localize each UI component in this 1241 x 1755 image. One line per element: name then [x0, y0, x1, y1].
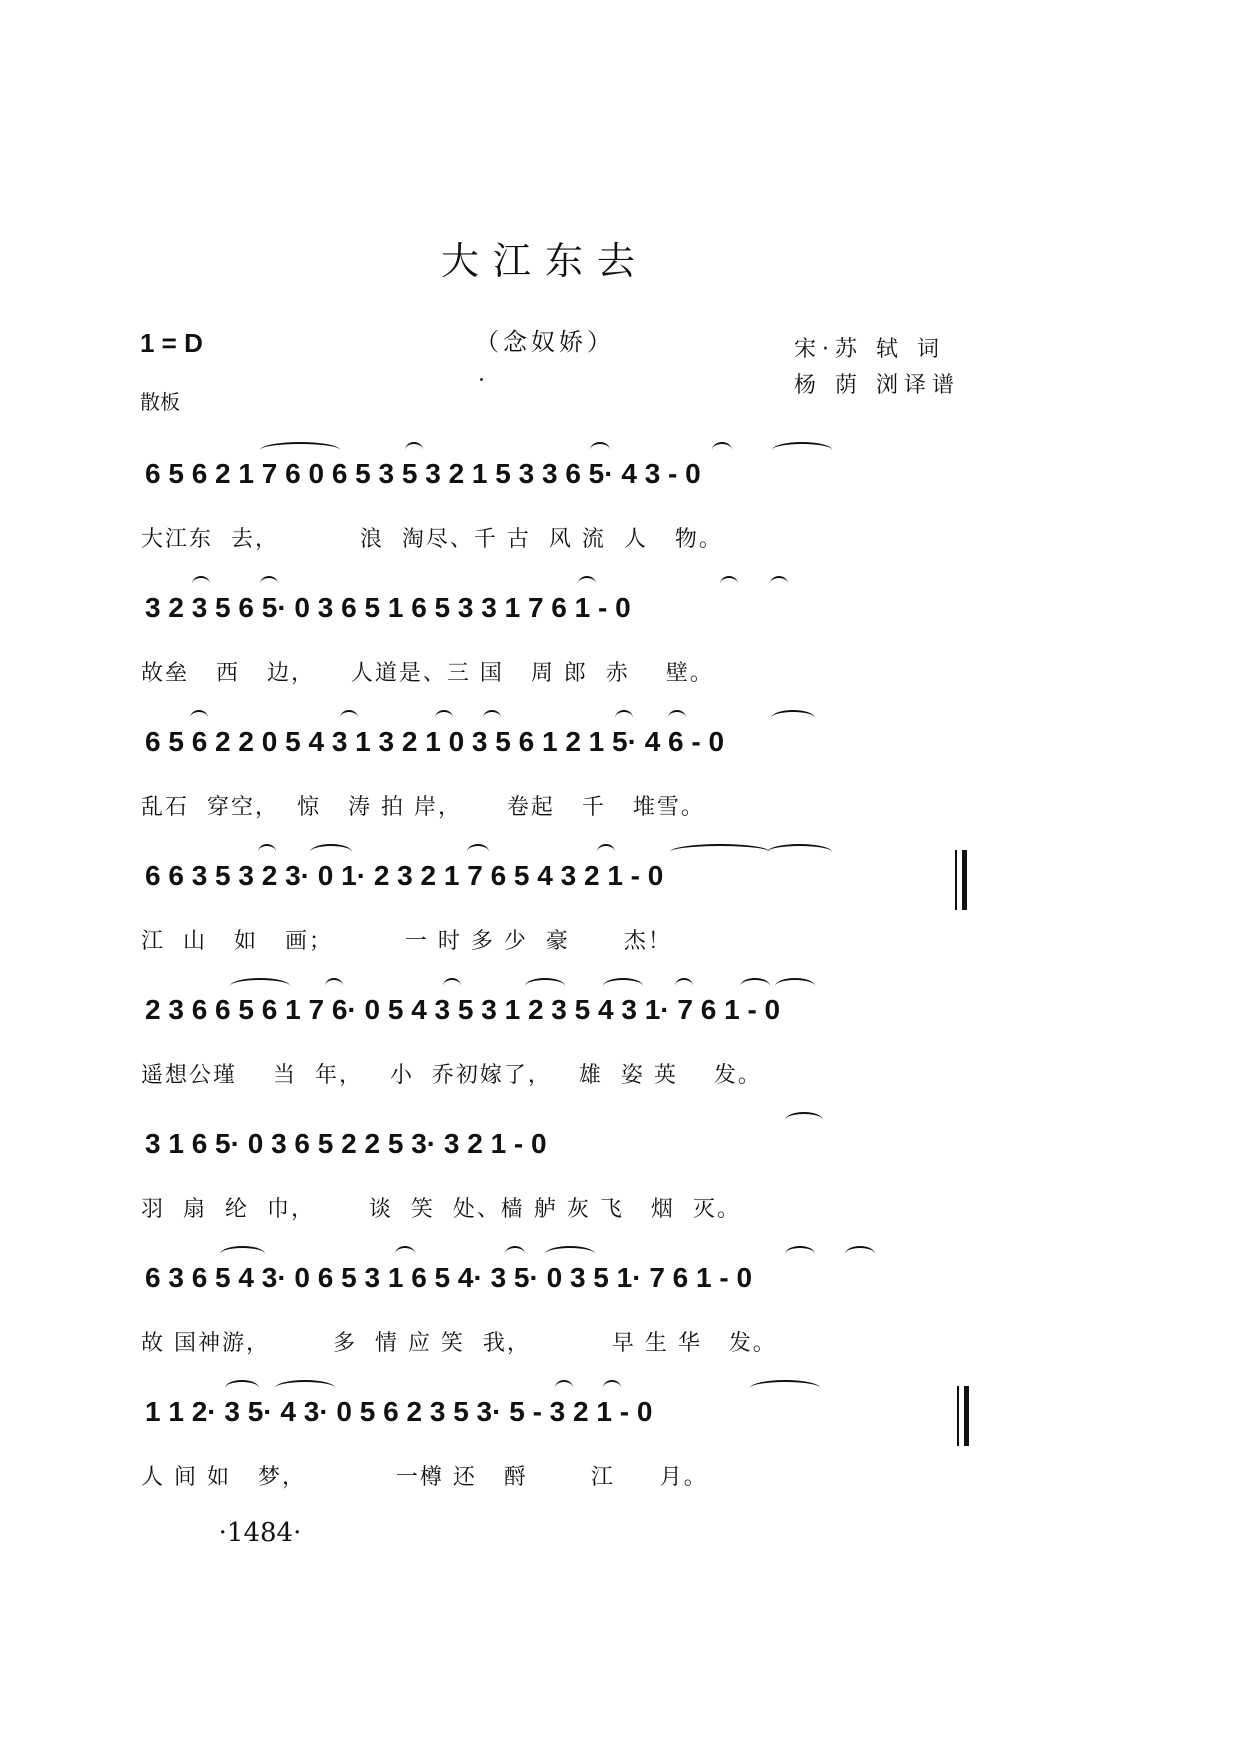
- slur: [405, 442, 423, 458]
- notation-line: 2 3 6 6 5 6 1 7 6· 0 5 4 3 5 3 1 2 3 5 4 3 1· 7 6 1 - 0: [145, 994, 781, 1025]
- lyric-line: 故 国神游， 多 情 应 笑 我， 早 生 华 发。: [141, 1331, 777, 1356]
- slur: [785, 1112, 823, 1128]
- score-system-5: [141, 964, 975, 1088]
- slur: [435, 710, 453, 726]
- slur: [483, 710, 501, 726]
- slur: [260, 576, 278, 592]
- lyric-line: 故垒 西 边， 人道是、三 国 周 郎 赤 壁。: [141, 661, 714, 686]
- slur: [772, 442, 832, 458]
- slur: [443, 978, 461, 994]
- song-subtitle: （念奴娇）: [475, 328, 615, 356]
- slur: [325, 978, 343, 994]
- slur: [555, 1380, 573, 1396]
- score-system-6: [141, 1098, 975, 1222]
- song-title: 大江东去: [440, 239, 649, 283]
- notation-line: 6 5 6 2 1 7 6 0 6 5 3 5 3 2 1 5 3 3 6 5· 4 3 - 0: [145, 458, 701, 489]
- slur: [578, 576, 596, 592]
- lyric-line: 人 间 如 梦， 一樽 还 酹 江 月。: [141, 1465, 708, 1490]
- notation-line: 1 1 2· 3 5· 4 3· 0 5 6 2 3 5 3· 5 - 3 2 1 - 0: [145, 1396, 653, 1427]
- score-system-1: [141, 428, 975, 552]
- slur: [720, 576, 738, 592]
- slur: [603, 978, 643, 994]
- slur: [750, 1380, 820, 1396]
- score-system-3: [141, 696, 975, 820]
- slur: [545, 1246, 595, 1262]
- page-number: ·1484·: [218, 1518, 302, 1548]
- slur: [770, 576, 788, 592]
- slur: [190, 710, 208, 726]
- lyric-line: 大江东 去， 浪 淘尽、千 古 风 流 人 物。: [141, 527, 723, 552]
- slur: [771, 710, 815, 726]
- arranger-credit: 杨 荫 浏译谱: [794, 373, 960, 398]
- stray-mark: [480, 378, 483, 381]
- notation-line: 6 5 6 2 2 0 5 4 3 1 3 2 1 0 3 5 6 1 2 1 5· 4 6 - 0: [145, 726, 725, 757]
- lyric-line: 遥想公瑾 当 年， 小 乔初嫁了， 雄 姿 英 发。: [141, 1063, 762, 1088]
- slur: [712, 442, 732, 458]
- key-signature: 1 = D: [140, 328, 203, 358]
- slur: [525, 978, 565, 994]
- slur: [675, 978, 693, 994]
- slur: [258, 844, 276, 860]
- lyric-line: 江 山 如 画； 一 时 多 少 豪 杰！: [141, 929, 672, 954]
- slur: [590, 442, 610, 458]
- slur: [740, 978, 770, 994]
- notation-line: 3 1 6 5· 0 3 6 5 2 2 5 3· 3 2 1 - 0: [145, 1128, 547, 1159]
- score-system-2: [141, 562, 975, 686]
- slur: [260, 442, 340, 458]
- slur: [775, 978, 815, 994]
- slur: [310, 844, 352, 860]
- slur: [230, 978, 290, 994]
- slur: [340, 710, 358, 726]
- slur: [395, 1246, 415, 1262]
- slur: [225, 1380, 259, 1396]
- notation-line: 6 3 6 5 4 3· 0 6 5 3 1 6 5 4· 3 5· 0 3 5 1· 7 6 1 - 0: [145, 1262, 753, 1293]
- tempo-marking: 散板: [140, 390, 180, 414]
- slur: [220, 1246, 265, 1262]
- slur: [275, 1380, 335, 1396]
- slur: [615, 710, 633, 726]
- slur: [845, 1246, 875, 1262]
- slur: [603, 1380, 621, 1396]
- slur: [467, 844, 489, 860]
- lyricist-credit: 宋·苏 轼 词: [794, 337, 945, 362]
- slur: [785, 1246, 815, 1262]
- slur: [597, 844, 615, 860]
- slur: [767, 844, 832, 860]
- lyric-line: 乱石 穿空， 惊 涛 拍 岸， 卷起 千 堆雪。: [141, 795, 705, 820]
- slur: [670, 844, 770, 860]
- notation-line: 6 6 3 5 3 2 3· 0 1· 2 3 2 1 7 6 5 4 3 2 1 - 0: [145, 860, 664, 891]
- slur: [192, 576, 210, 592]
- score-system-4: [141, 830, 975, 954]
- score-system-7: [141, 1232, 975, 1356]
- lyric-line: 羽 扇 纶 巾， 谈 笑 处、樯 舻 灰 飞 烟 灭。: [141, 1197, 741, 1222]
- slur: [505, 1246, 525, 1262]
- slur: [668, 710, 686, 726]
- score-system-8: [141, 1366, 975, 1490]
- notation-line: 3 2 3 5 6 5· 0 3 6 5 1 6 5 3 3 1 7 6 1 - 0: [145, 592, 631, 623]
